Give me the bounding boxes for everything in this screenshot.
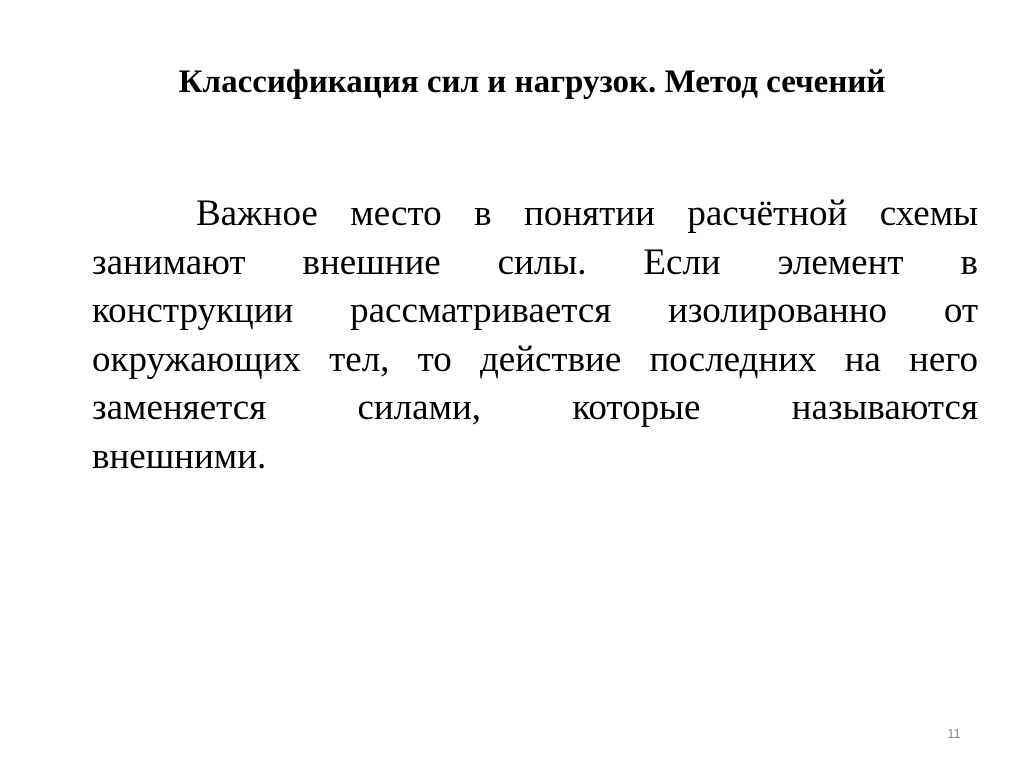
paragraph-line-3: конструкции рассматривается изолированно от [92, 290, 978, 331]
paragraph-line-2: занимают внешние силы. Если элемент в [92, 241, 978, 283]
paragraph-line-6: внешними. [92, 435, 267, 477]
paragraph-line-4: окружающих тел, то действие последних на него [92, 338, 978, 380]
body-paragraph [92, 190, 978, 481]
slide-title: Классификация сил и нагрузок. Метод сечений [178, 64, 886, 100]
paragraph-line-5: заменяется силами, которые называются [92, 387, 978, 428]
page-number: 11 [947, 726, 961, 741]
paragraph-line-1: Важное место в понятии расчётной схемы [196, 193, 978, 234]
